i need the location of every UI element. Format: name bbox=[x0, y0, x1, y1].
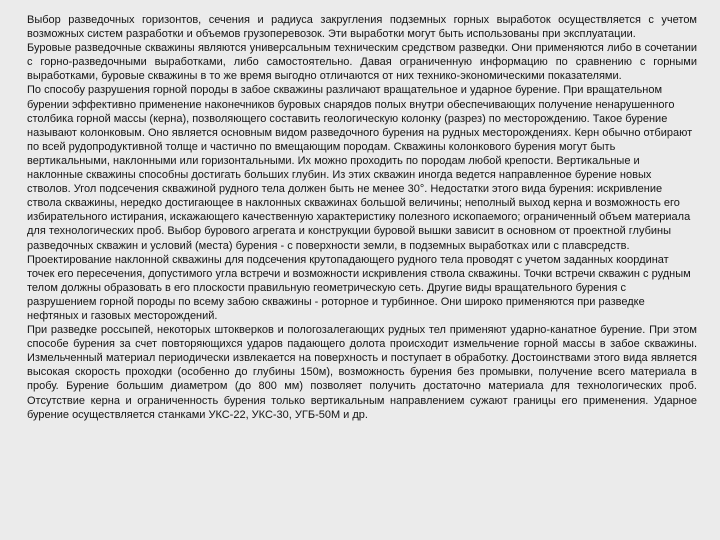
paragraph-rotary-drilling: По способу разрушения горной породы в забое скважины различают вращательное и ударное бурение. При вращательном бурении эффективно применение наконечников буровых снарядов полых внутри обеспечивающих получение ненарушенного столбика горной массы (керна), позволяющего составить геологическую колонку (разрез) по месторождению. Такое бурение называют колонковым. Оно является основным видом разведочного бурения на рудных месторождениях. Керн обычно отбирают по всей рудопродуктивной толще и частично по вмещающим породам. Скважины колонкового бурения могут быть вертикальными, наклонными или горизонтальными. Их можно проходить по породам любой крепости. Вертикальные и наклонные скважины способны достигать больших глубин. Из этих скважин иногда ведется направленное бурение новых стволов. Угол подсечения скважиной рудного тела должен быть не менее 30°. Недостатки этого вида бурения: искривление ствола скважины, нередко достигающее в наклонных скважинах большой величины; неполный выход керна и возможность его избирательного истирания, искажающего качественную характеристику полезного ископаемого; ограниченный объем материала для технологических проб. Выбор бурового агрегата и конструкции буровой вышки зависит в основном от проектной глубины разведочных скважин и условий (места) бурения - с поверхности земли, в подземных выработках или с плавсредств. Проектирование наклонной скважины для подсечения крутопадающего рудного тела проводят с учетом заданных координат точек его пересечения, допустимого угла встречи и возможности искривления ствола скважины. Точки встречи скважин с рудным телом должны образовать в его плоскости правильную геометрическую сеть. Другие виды вращательного бурения с разрушением горной породы по всему забою скважины - роторное и турбинное. Они широко применяются при разведке нефтяных и газовых месторождений. bbox=[27, 84, 693, 322]
paragraph-percussion-drilling: При разведке россыпей, некоторых штокверков и пологозалегающих рудных тел применяют ударно-канатное бурение. При этом способе бурения за счет повторяющихся ударов падающего долота происходит измельчение горной массы в забое скважины. Измельченный материал периодически извлекается на поверхность и поступает в обработку. Достоинствами этого вида является высокая скорость проходки (особенно до глубины 150м), возможность бурения без промывки, получение всего материала в пробу. Бурение большим диаметром (до 800 мм) позволяет получить достаточно материала для технологических проб. Отсутствие керна и ограниченность бурения только вертикальным направлением сужают границы его применения. Ударное бурение осуществляется станками УКС-22, УКС-30, УГБ-50М и др. bbox=[27, 324, 697, 421]
paragraph-exploration-horizons: Выбор разведочных горизонтов, сечения и радиуса закругления подземных горных выработок осуществляется с учетом возможных систем разработки и объемов грузоперевозок. Эти выработки могут быть использованы при эксплуатации. bbox=[27, 14, 697, 41]
paragraph-drilling-boreholes: Буровые разведочные скважины являются универсальным техническим средством разведки. Они применяются либо в сочетании с горно-разведочными выработками, либо самостоятельно. Давая ограниченную информацию по сравнению с горными выработками, буровые скважины в то же время выгодно отличаются от них технико-экономическими показателями. bbox=[27, 42, 697, 83]
document-body bbox=[27, 13, 697, 422]
